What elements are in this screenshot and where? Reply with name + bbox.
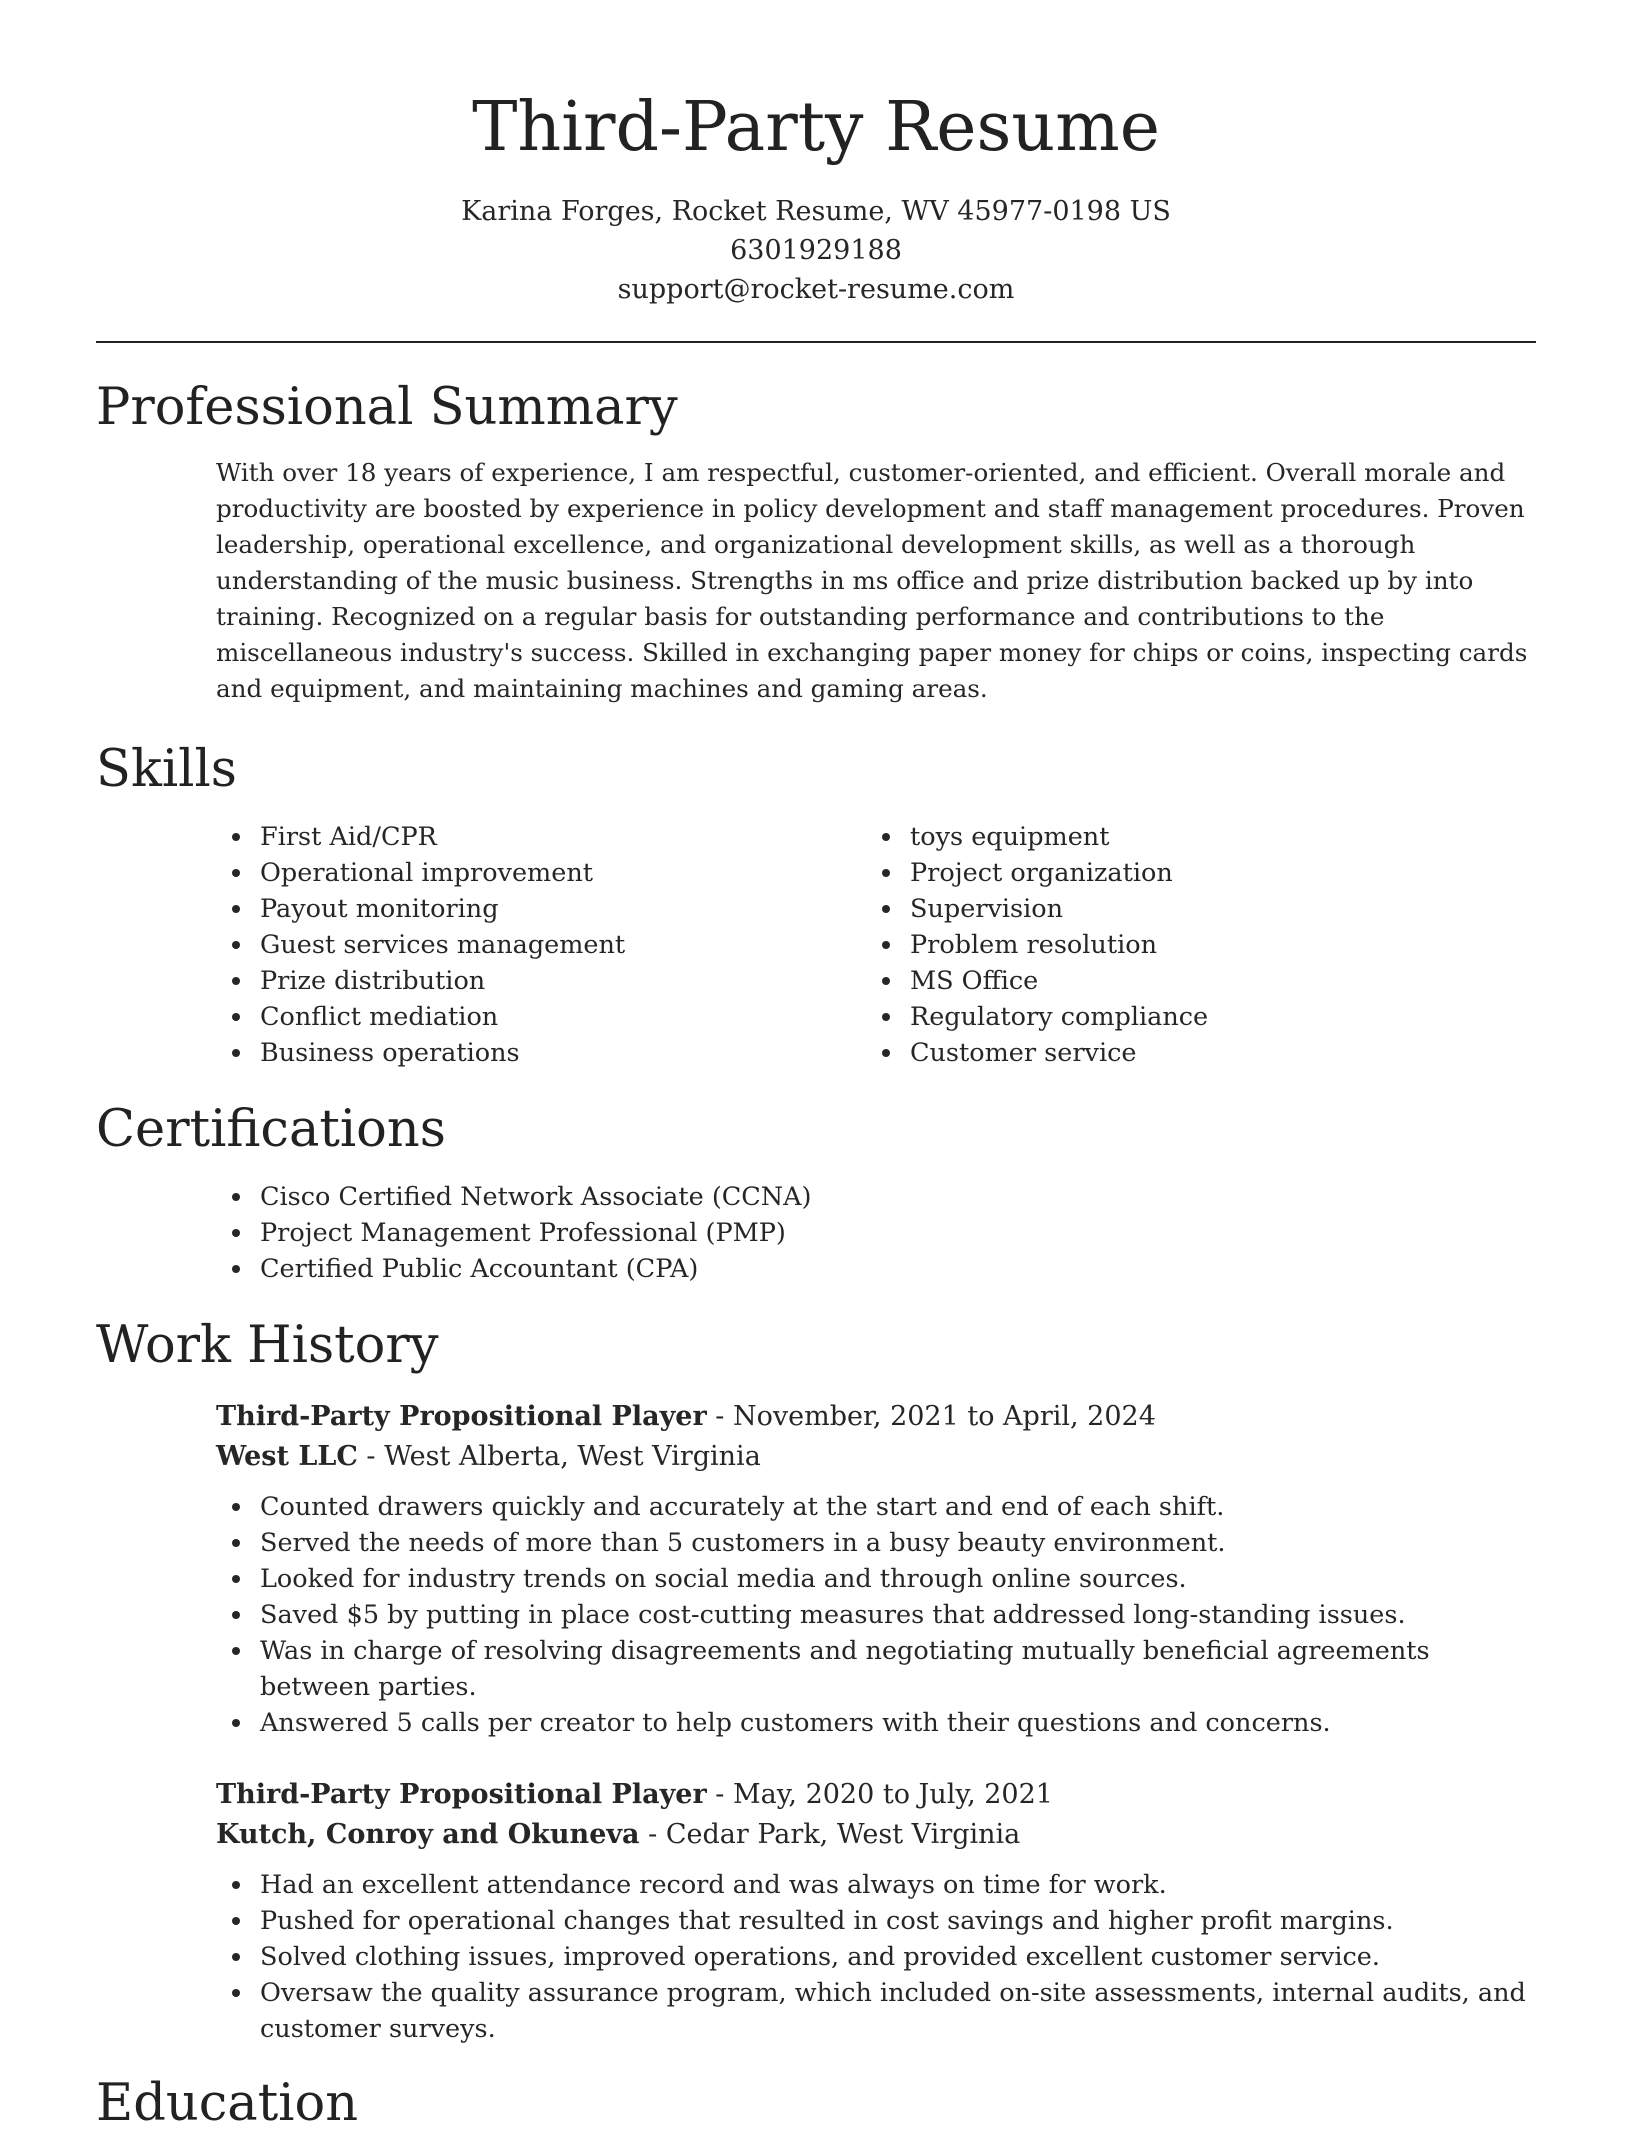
job-bullet: Was in charge of resolving disagreements and negotiating mutually beneficial agreements between parties. [216, 1633, 1536, 1705]
skill-item: Operational improvement [216, 855, 866, 891]
skill-item: Project organization [866, 855, 1516, 891]
job-bullet-list [216, 1867, 1536, 2047]
work-history-heading: Work History [96, 1316, 439, 1375]
certifications-heading: Certifications [96, 1100, 446, 1159]
job-bullet: Had an excellent attendance record and was always on time for work. [216, 1867, 1536, 1903]
certifications-list [216, 1179, 1536, 1287]
job-bullet: Answered 5 calls per creator to help customers with their questions and concerns. [216, 1705, 1536, 1741]
resume-header [96, 0, 1536, 309]
resume-title: Third-Party Resume [472, 88, 1160, 167]
job-employer-line [216, 1437, 1536, 1477]
skills-columns [216, 819, 1536, 1071]
summary-text: With over 18 years of experience, I am respectful, customer-oriented, and efficient. Overall morale and productivity are boosted by experience in policy development and staff management procedures. Proven leadership, operational excellence, and organizational development skills, as well as a thorough understanding of the music business. Strengths in ms office and prize distribution backed up by into training. Recognized on a regular basis for outstanding performance and contributions to the miscellaneous industry's success. Skilled in exchanging paper money for chips or coins, inspecting cards and equipment, and maintaining machines and gaming areas. [216, 458, 1528, 703]
job-entry [216, 1397, 1536, 1741]
resume-page [96, 0, 1536, 2139]
job-bullet: Solved clothing issues, improved operations, and provided excellent customer service. [216, 1939, 1536, 1975]
job-title: Third-Party Propositional Player [216, 1401, 707, 1432]
job-entry [216, 1775, 1536, 2047]
certification-item: Project Management Professional (PMP) [216, 1215, 1536, 1251]
job-bullet: Served the needs of more than 5 customers in a busy beauty environment. [216, 1525, 1536, 1561]
summary-heading: Professional Summary [96, 378, 678, 437]
education-section [96, 2069, 1536, 2139]
skill-item: Conflict mediation [216, 999, 866, 1035]
job-title-line [216, 1397, 1536, 1437]
job-dates: - May, 2020 to July, 2021 [706, 1779, 1053, 1810]
job-bullet-list [216, 1489, 1536, 1741]
contact-block [96, 192, 1536, 309]
skill-item: Business operations [216, 1035, 866, 1071]
header-divider [96, 341, 1536, 343]
contact-phone: 6301929188 [730, 235, 902, 266]
skills-heading: Skills [96, 740, 237, 799]
job-employer-line [216, 1815, 1536, 1855]
skill-item: Supervision [866, 891, 1516, 927]
job-title-line [216, 1775, 1536, 1815]
skill-item: Guest services management [216, 927, 866, 963]
certifications-section [96, 1095, 1536, 1287]
skills-section [96, 735, 1536, 1071]
contact-address: Karina Forges, Rocket Resume, WV 45977-0198 US [461, 196, 1171, 227]
job-dates: - November, 2021 to April, 2024 [706, 1401, 1156, 1432]
skills-list-left [216, 819, 866, 1071]
summary-section [96, 373, 1536, 707]
job-employer: Kutch, Conroy and Okuneva [216, 1819, 640, 1850]
contact-email: support@rocket-resume.com [617, 274, 1015, 305]
job-location: - Cedar Park, West Virginia [639, 1819, 1021, 1850]
work-history-section [96, 1311, 1536, 2047]
skill-item: First Aid/CPR [216, 819, 866, 855]
job-bullet: Pushed for operational changes that resulted in cost savings and higher profit margins. [216, 1903, 1536, 1939]
job-title: Third-Party Propositional Player [216, 1779, 707, 1810]
skill-item: Regulatory compliance [866, 999, 1516, 1035]
job-bullet: Counted drawers quickly and accurately at the start and end of each shift. [216, 1489, 1536, 1525]
certification-item: Certified Public Accountant (CPA) [216, 1251, 1536, 1287]
skill-item: toys equipment [866, 819, 1516, 855]
skill-item: Customer service [866, 1035, 1516, 1071]
skill-item: Prize distribution [216, 963, 866, 999]
job-bullet: Oversaw the quality assurance program, which included on-site assessments, internal audits, and customer surveys. [216, 1975, 1536, 2047]
job-bullet: Saved $5 by putting in place cost-cutting measures that addressed long-standing issues. [216, 1597, 1536, 1633]
job-location: - West Alberta, West Virginia [357, 1441, 761, 1472]
job-bullet: Looked for industry trends on social media and through online sources. [216, 1561, 1536, 1597]
skill-item: MS Office [866, 963, 1516, 999]
skill-item: Problem resolution [866, 927, 1516, 963]
job-employer: West LLC [216, 1441, 358, 1472]
education-heading: Education [96, 2074, 359, 2133]
skills-list-right [866, 819, 1516, 1071]
certification-item: Cisco Certified Network Associate (CCNA) [216, 1179, 1536, 1215]
skill-item: Payout monitoring [216, 891, 866, 927]
